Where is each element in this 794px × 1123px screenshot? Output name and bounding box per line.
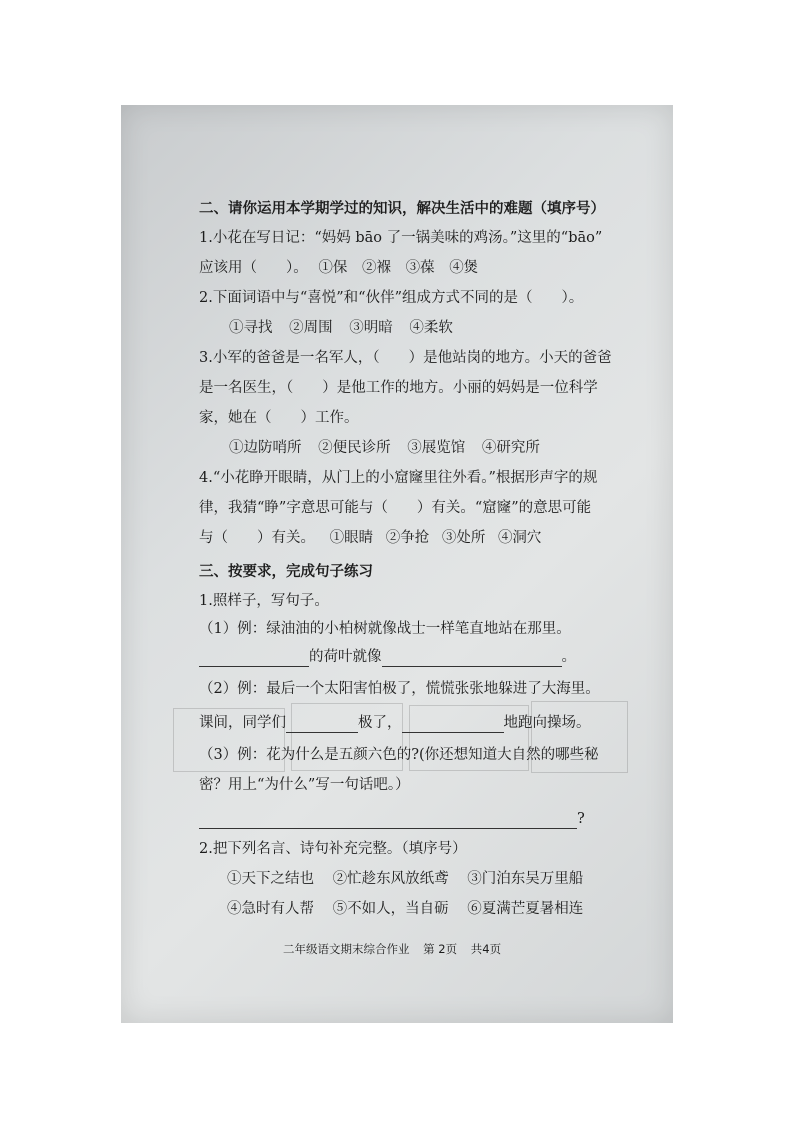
q3-option: ④研究所 (481, 440, 540, 456)
q4-line3 (199, 528, 639, 548)
q4-line2: 律，我猜“睁”字意思可能与（ ）有关。“窟窿”的意思可能 (199, 500, 592, 516)
choice-item: ①天下之结也 (227, 871, 314, 887)
q2-options (199, 318, 639, 338)
example1-mid: 的荷叶就像 (309, 649, 382, 665)
example3-answer (199, 809, 639, 829)
q2-option: ③明暗 (349, 320, 393, 336)
example3-end: ? (577, 811, 585, 827)
q1-line2 (199, 258, 639, 278)
q4-option: ③处所 (441, 530, 486, 546)
q1-option: ④煲 (449, 260, 479, 276)
example3-line1: （3）例：花为什么是五颜六色的?(你还想知道大自然的哪些秘 (199, 747, 599, 763)
s3-q1-title: 1.照样子，写句子。 (199, 593, 329, 609)
example2: （2）例：最后一个太阳害怕极了，慌慌张张地躲进了大海里。 (199, 681, 600, 697)
choices-row-2 (199, 899, 639, 919)
q2-line1: 2.下面词语中与“喜悦”和“伙伴”组成方式不同的是（ ）。 (199, 290, 584, 306)
q2-option: ②周围 (289, 320, 333, 336)
q3-option: ①边防哨所 (229, 440, 302, 456)
q3-line3: 家，她在（ ）工作。 (199, 410, 359, 426)
q4-option: ④洞穴 (497, 530, 542, 546)
choices-row-1 (199, 869, 639, 889)
q3-option: ③展览馆 (407, 440, 466, 456)
page-footer (283, 941, 511, 957)
footer-total: 共4页 (470, 942, 502, 956)
q1-option: ③葆 (405, 260, 435, 276)
answer-blank[interactable] (199, 810, 577, 829)
answer-blank[interactable] (286, 714, 358, 733)
choice-item: ⑤不如人，当自砺 (332, 901, 449, 917)
choice-item: ④急时有人帮 (227, 901, 314, 917)
worksheet-content (199, 195, 639, 919)
example1-end: 。 (561, 649, 576, 665)
example2-b: 极了， (358, 715, 402, 731)
section3-title: 三、按要求，完成句子练习 (199, 564, 373, 580)
q4-line3-prefix: 与（ ）有关。 (199, 530, 315, 546)
footer-page: 第 2页 (423, 942, 458, 956)
example2-a: 课间，同学们 (199, 715, 286, 731)
section2-title: 二、请你运用本学期学过的知识，解决生活中的难题（填序号） (199, 201, 605, 217)
example3-line2: 密？用上“为什么”写一句话吧。） (199, 777, 410, 793)
s3-q2-title: 2.把下列名言、诗句补充完整。（填序号） (199, 841, 467, 857)
choice-item: ⑥夏满芒夏暑相连 (467, 901, 584, 917)
example1-answer (199, 647, 639, 667)
footer-title: 二年级语文期末综合作业 (283, 942, 410, 956)
example1: （1）例：绿油油的小柏树就像战士一样笔直地站在那里。 (199, 621, 571, 637)
q1-line2-prefix: 应该用（ ）。 (199, 260, 308, 276)
q3-options (199, 438, 639, 458)
q3-line2: 是一名医生，（ ）是他工作的地方。小丽的妈妈是一位科学 (199, 380, 598, 396)
answer-blank[interactable] (402, 714, 504, 733)
choice-item: ②忙趁东风放纸鸢 (332, 871, 449, 887)
q3-option: ②便民诊所 (318, 440, 391, 456)
q2-option: ①寻找 (229, 320, 273, 336)
q1-option: ①保 (318, 260, 348, 276)
choice-item: ③门泊东吴万里船 (467, 871, 584, 887)
q1-option: ②褓 (361, 260, 391, 276)
q3-line1: 3.小军的爸爸是一名军人，（ ）是他站岗的地方。小天的爸爸 (199, 350, 612, 366)
q2-option: ④柔软 (409, 320, 453, 336)
example2-answer (199, 713, 639, 733)
example2-c: 地跑向操场。 (503, 715, 591, 731)
q4-line1: 4.“小花睁开眼睛，从门上的小窟窿里往外看。”根据形声字的规 (199, 470, 598, 486)
answer-blank[interactable] (199, 648, 309, 667)
q4-option: ①眼睛 (329, 530, 374, 546)
q4-option: ②争抢 (385, 530, 430, 546)
q1-line1: 1.小花在写日记：“妈妈 bāo 了一锅美味的鸡汤。”这里的“bāo” (199, 230, 603, 246)
answer-blank[interactable] (382, 648, 562, 667)
